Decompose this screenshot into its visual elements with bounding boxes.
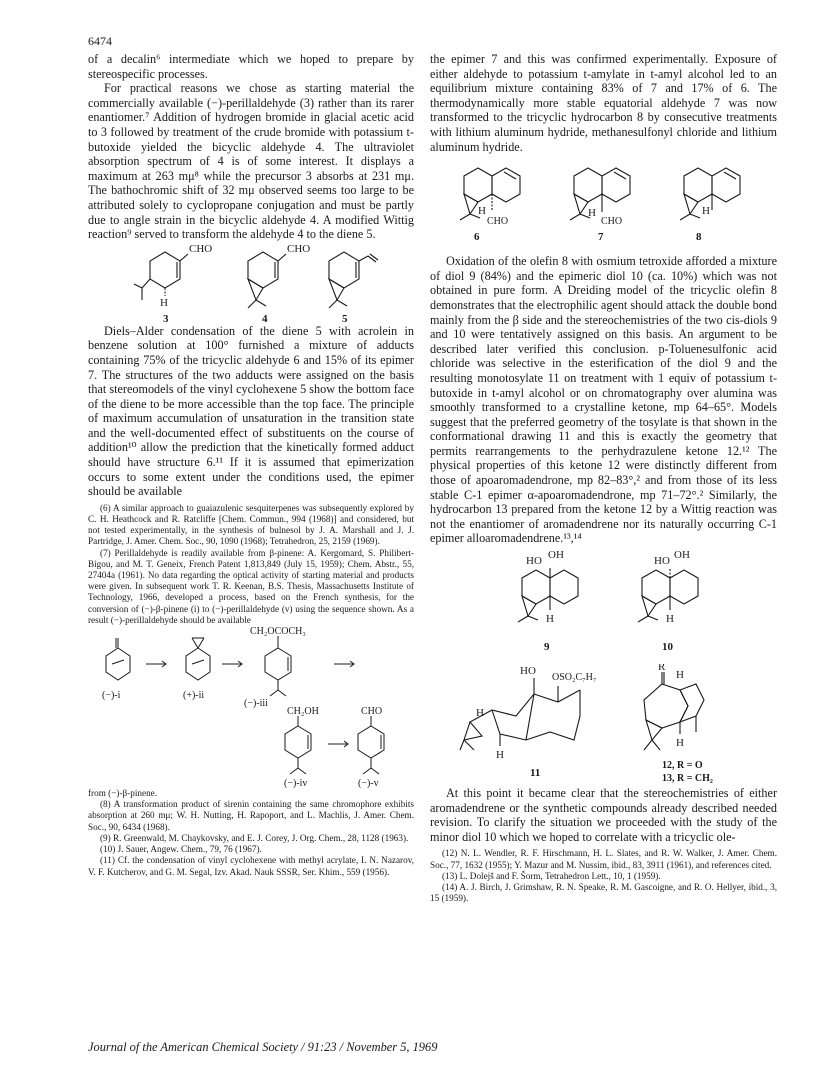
compound-label-i: (−)-i	[102, 690, 121, 702]
footnote-12: (12) N. L. Wendler, R. F. Hirschmann, H. L. Slates, and R. W. Walker, J. Amer. Chem. Soc., 77, 1632 (1955); Y. Mazur and M. Nussim, ibid., 83, 3911 (1961), and references cited.	[430, 848, 777, 870]
left-column	[88, 52, 414, 878]
right-column	[430, 52, 777, 904]
compound-label-iv: (−)-iv	[284, 778, 308, 789]
pinene-to-perillaldehyde-scheme	[88, 626, 414, 788]
footnote-8: (8) A transformation product of sirenin containing the same chromophore exhibits absorption at 260 mμ; W. H. Nutting, H. Rapoport, and L. Machlis, J. Amer. Chem. Soc., 90, 6434 (1968).	[88, 799, 414, 832]
compound-number-6: 6	[474, 231, 480, 244]
footnote-13: (13) L. Dolejš and F. Šorm, Tetrahedron Lett., 10, 1 (1959).	[442, 870, 661, 881]
body-paragraph: Diels–Alder condensation of the diene 5 with acrolein in benzene solution at 100° furnished a mixture of adducts containing 75% of the tricyclic aldehyde 6 and 15% of its epimer 7. The structures of the two adducts were assigned on the basis that stereomodels of the vinyl cyclohexene 5 show the bottom face of the diene to be more accessible than the top face. The principle of maximum accumulation of unsaturation in the transition state and the well-documented effect of substituents on the course of addition¹⁰ allow the prediction that the kinetically formed adduct should have structure 6.¹¹ If it is assumed that epimerization occurs to some extent under the conditions used, the epimer should be available	[88, 323, 414, 499]
footnote-11: (11) Cf. the condensation of vinyl cyclohexene with methyl acrylate, I. N. Nazarov, V. F. Kutcherov, and G. M. Segal, Izv. Akad. Nauk SSSR, Ser. Khim., 559 (1956).	[88, 855, 414, 877]
compound-number-10: 10	[662, 641, 673, 654]
r-label: R	[658, 664, 666, 674]
body-paragraph: Oxidation of the olefin 8 with osmium tetroxide afforded a mixture of diol 9 (84%) and the epimeric diol 10 (ca. 10%) which was not obtained in pure form. A Dreiding model of the tricyclic olefin 8 demonstrates that the electrophilic agent should attack the double bond mainly from the β side and the stereochemistries of the two cis-diols 9 and 10 were tentatively assigned on this basis. An argument to be described later verified this conclusion. p-Toluenesulfonic acid chloride was selective in the esterification of the diol 9 and the resulting monotosylate 11 on treatment with 1 equiv of potassium t-butoxide in t-amyl alcohol or on chromatography over alumina was smoothly transformed to a crystalline ketone, mp 64–65°. Models suggest that the preferred geometry of the tosylate is that shown in the conformational drawing 11 and this is exactly the geometry that permits rearrangements to the perhydrazulene ketone 12.¹² The physical properties of this ketone 12 were distinctly different from those of apoaromadendrone, mp 82–83°,² and from those of its less stable C-1 epimer α-apoaromadendrone, mp 71–72°.² Similarly, the hydrocarbon 13 prepared from the ketone 12 by a Wittig reaction was not the enantiomer of aromadendrene nor its naturally occurring C-1 epimer alloaromadendrene.¹³,¹⁴	[430, 254, 777, 546]
ho-label: HO	[654, 555, 670, 568]
footnote-14: (14) A. J. Birch, J. Grimshaw, R. N. Speake, R. M. Gascoigne, and R. O. Hellyer, ibid., 3, 15 (1959).	[430, 882, 777, 904]
compound-number-5: 5	[342, 312, 348, 324]
h-label: H	[476, 707, 484, 720]
h-label: H	[676, 737, 684, 750]
page-number: 6474	[88, 34, 112, 48]
ch2oh-label: CH₂OH	[287, 706, 319, 718]
structures-9-10	[430, 546, 777, 664]
h-label: H	[478, 205, 486, 218]
structures-6-7-8	[430, 154, 777, 254]
h-label: H	[588, 207, 596, 220]
compound-number-13: 13, R = CH₂	[662, 773, 713, 785]
cho-label: CHO	[189, 242, 213, 255]
footnote-6: (6) A similar approach to guaiazulenic sesquiterpenes was subsequently explored by C. H. Heathcock and R. Ratcliffe [Chem. Commun., 994 (1968)] and considered, but not tested experimentally, in the synthesis of bulnesol by J. A. Marshall and J. J. Partridge, J. Amer. Chem. Soc., 90, 1090 (1968); Tetrahedron, 25, 2159 (1969).	[88, 502, 414, 547]
acetate-label: CH₂OCOCH₃	[250, 626, 306, 638]
oh-label: OH	[548, 549, 564, 562]
ho-label: HO	[526, 555, 542, 568]
journal-footer: Journal of the American Chemical Society / 91:23 / November 5, 1969	[88, 1040, 438, 1054]
h-label: H	[496, 749, 504, 762]
body-paragraph: At this point it became clear that the stereochemistries of either aromadendrene or the synthetic compounds already described needed revision. To clarify the situation we proceeded with the study of the minor diol 10 which we hoped to correlate with a tricyclic ole-	[430, 786, 777, 844]
cho-label: CHO	[287, 242, 311, 255]
structures-11-12-13	[430, 664, 777, 786]
compound-label-iii: (−)-iii	[244, 698, 268, 710]
compound-number-9: 9	[544, 641, 550, 654]
cho-label: CHO	[361, 706, 383, 718]
tosylate-label: OSO₂C₇H₇	[552, 672, 597, 684]
cho-label: CHO	[601, 216, 623, 228]
h-label: H	[676, 669, 684, 682]
compound-number-3: 3	[163, 312, 169, 324]
compound-number-7: 7	[598, 231, 604, 244]
h-label: H	[702, 205, 710, 218]
footnotes-left-continued	[88, 788, 414, 878]
structures-3-4-5	[88, 242, 414, 324]
ho-label: HO	[520, 665, 536, 678]
footnote-10: (10) J. Sauer, Angew. Chem., 79, 76 (1967).	[100, 844, 262, 855]
h-label: H	[546, 613, 554, 626]
compound-number-8: 8	[696, 231, 702, 244]
h-label: H	[666, 613, 674, 626]
body-paragraph: of a decalin⁶ intermediate which we hoped to prepare by stereospecific processes.	[88, 52, 414, 81]
body-paragraph: the epimer 7 and this was confirmed experimentally. Exposure of either aldehyde to potassium t-amylate in t-amyl alcohol led to an equilibrium mixture containing 83% of 7 and 17% of 6. The thermodynamically more stable equatorial aldehyde 7 was now transformed to the tricyclic hydrocarbon 8 by consecutive treatments with lithium aluminum hydride, methanesulfonyl chloride and lithium aluminum hydride.	[430, 52, 777, 154]
footnote-7-end: from (−)-β-pinene.	[88, 788, 158, 799]
compound-label-v: (−)-v	[358, 778, 379, 789]
footnotes-left	[88, 503, 414, 626]
body-paragraph: For practical reasons we chose as starting material the commercially available (−)-perillaldehyde (3) rather than its rarer enantiomer.⁷ Addition of hydrogen bromide in glacial acetic acid to 3 followed by treatment of the crude bromide with potassium t-butoxide yielded the bicyclic aldehyde 4. The ultraviolet absorption spectrum of 4 is of some interest. It displays a maximum at 263 mμ⁸ while the precursor 3 absorbs at 231 mμ. The bathochromic shift of 32 mμ observed seems too large to be attributed solely to cyclopropane conjugation and must be partly due to angle strain in the bicyclic aldehyde 4. A modified Wittig reaction⁹ served to transform the aldehyde 4 to the diene 5.	[88, 81, 414, 242]
footnote-9: (9) R. Greenwald, M. Chaykovsky, and E. J. Corey, J. Org. Chem., 28, 1128 (1963).	[100, 832, 409, 843]
compound-number-4: 4	[262, 312, 268, 324]
h-label: H	[160, 296, 168, 309]
compound-number-11: 11	[530, 767, 541, 780]
footnote-7: (7) Perillaldehyde is readily available from β-pinene: A. Kergomard, S. Philibert-Bigou, and M. T. Geneix, French Patent 1,813,849 (July 15, 1959); Chem. Abstr., 55, 27404a (1961). No data regarding the optical activity of starting material and products were given. In subsequent work T. R. Keenan, B.S. Thesis, Massachusetts Institute of Technology, 1966, developed a process, based on the French synthesis, for the conversion of (−)-β-pinene (i) to (−)-perillaldehyde (v) using the sequence shown. As a result (−)-perillaldehyde should be available	[88, 547, 414, 625]
oh-label: OH	[674, 549, 690, 562]
compound-number-12: 12, R = O	[662, 760, 703, 772]
footnotes-right	[430, 848, 777, 904]
cho-label: CHO	[487, 216, 509, 228]
compound-label-ii: (+)-ii	[183, 690, 205, 702]
